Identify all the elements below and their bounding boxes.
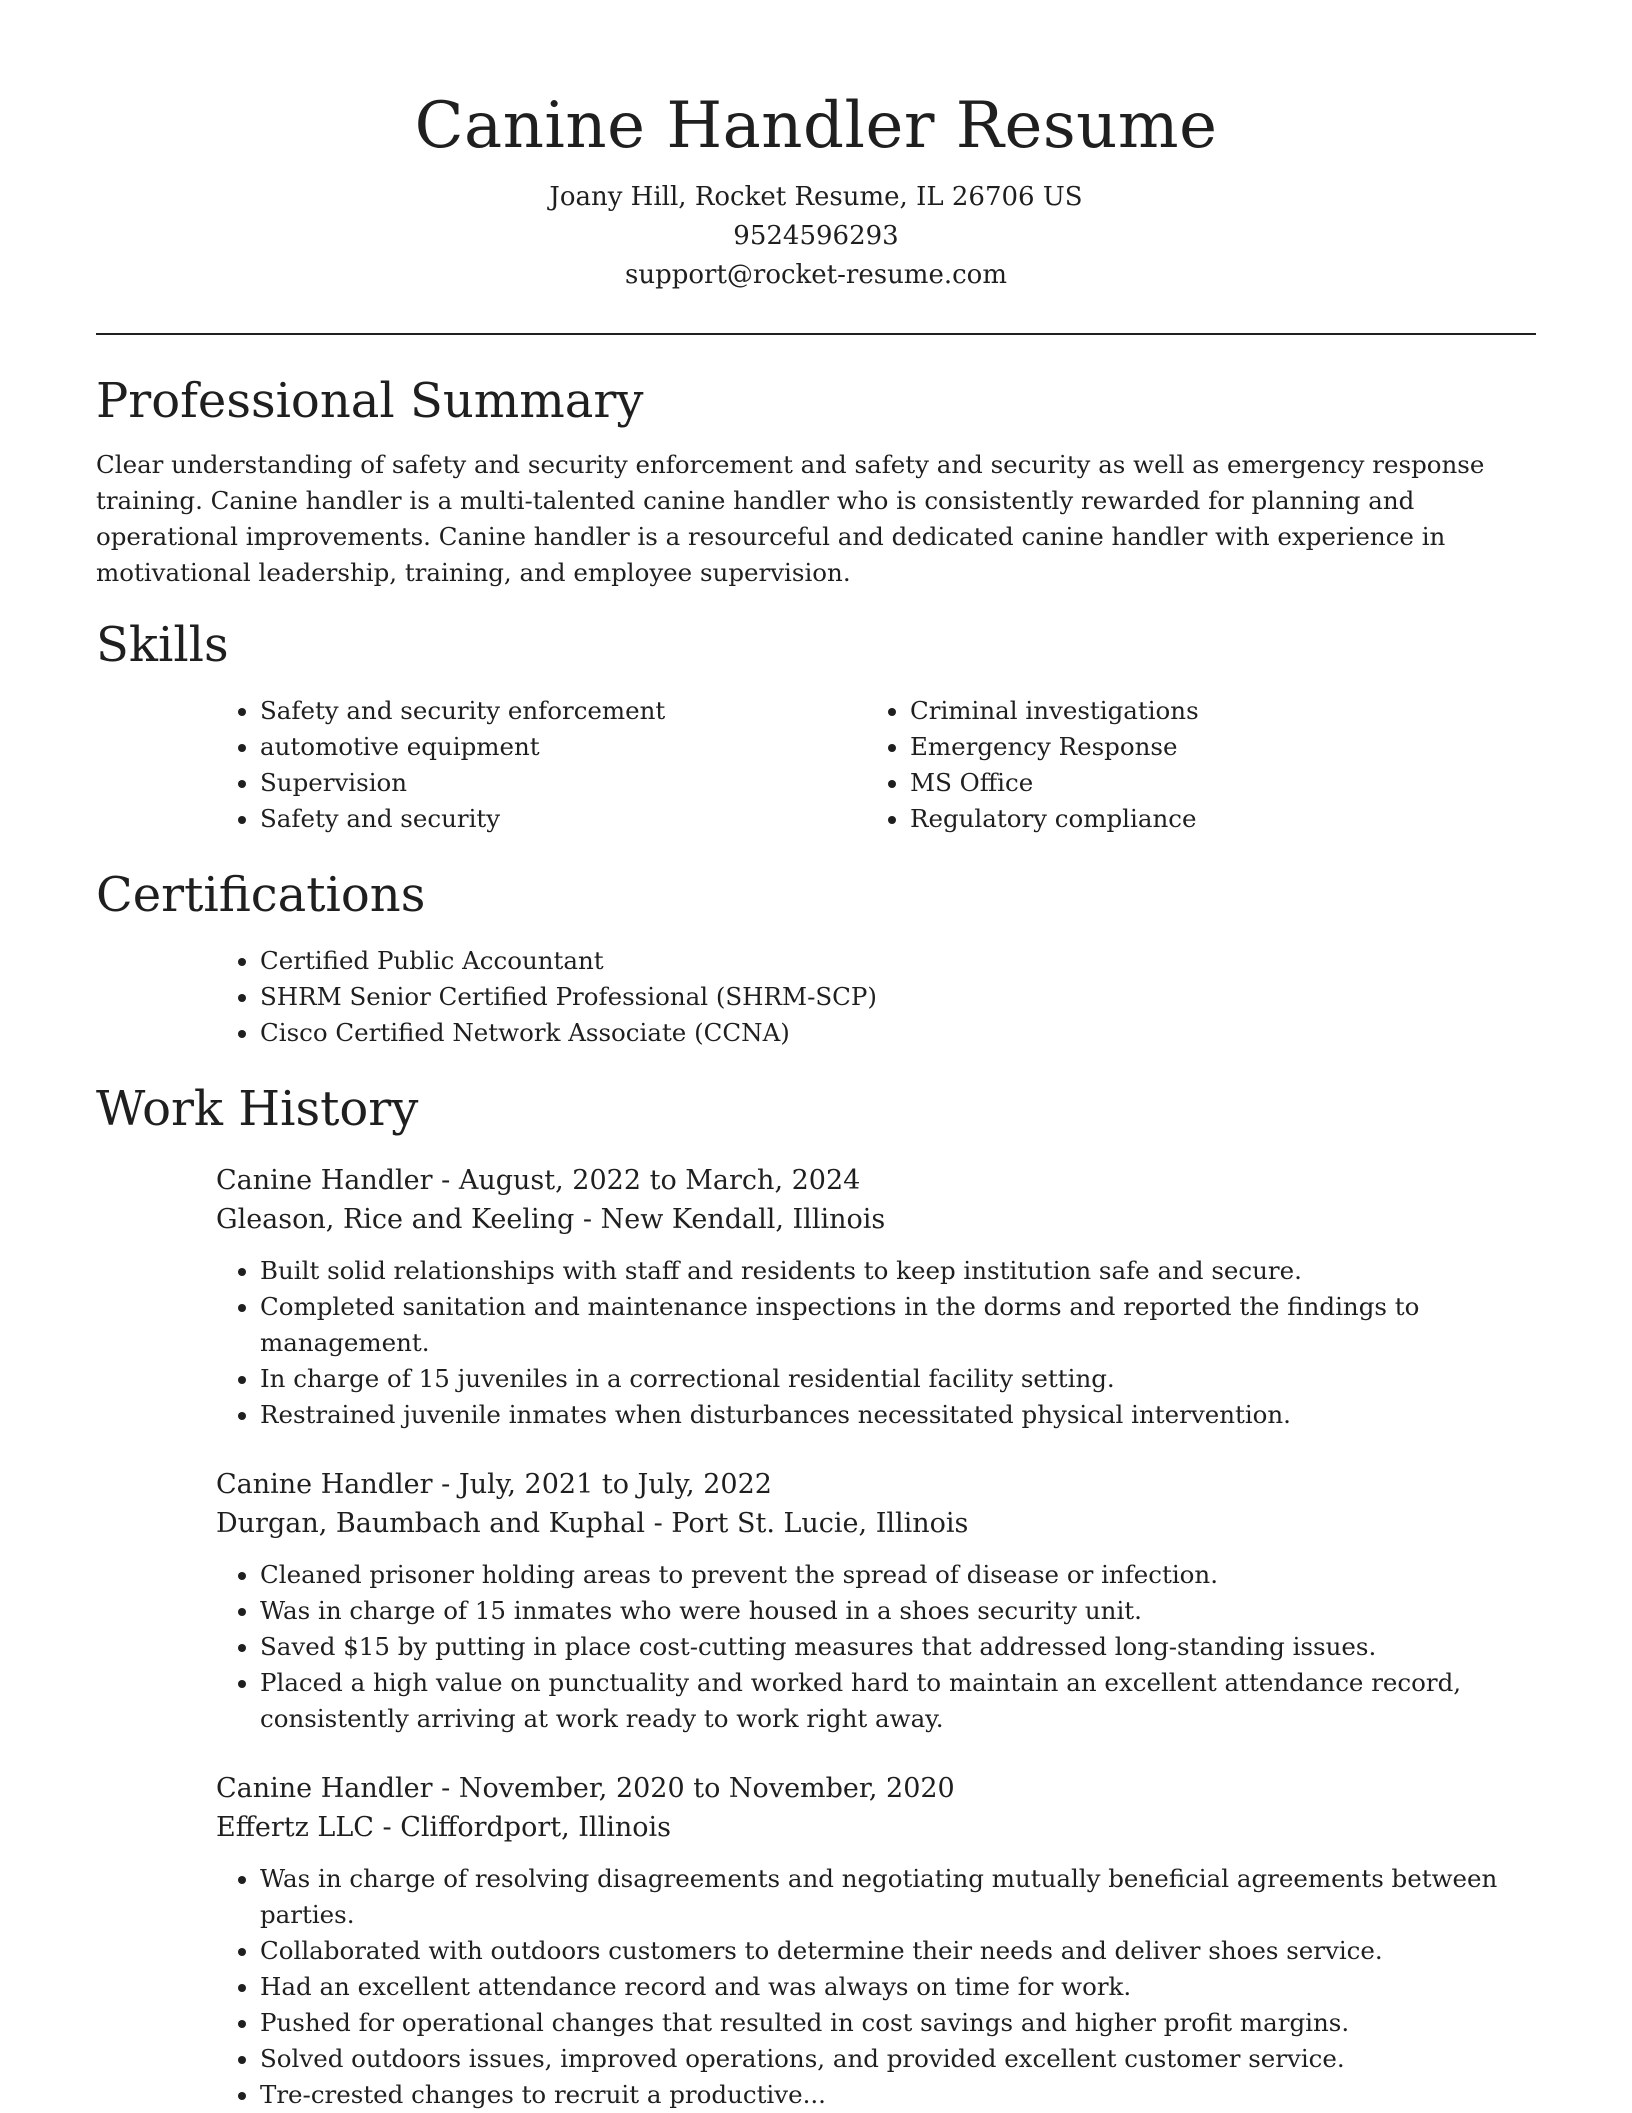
job-bullet: • Collaborated with outdoors customers to determine their needs and deliver shoes service. bbox=[260, 1933, 1536, 1969]
summary-heading: Professional Summary bbox=[96, 373, 644, 429]
job-company-line bbox=[216, 1200, 1536, 1239]
job-title-line bbox=[216, 1465, 1536, 1504]
work-history-section bbox=[96, 1079, 1536, 2113]
job-bullet: • Placed a high value on punctuality and worked hard to maintain an excellent attendance record, consistently arriving at work ready to work right away. bbox=[260, 1665, 1536, 1737]
job-bullet: • Was in charge of 15 inmates who were housed in a shoes security unit. bbox=[260, 1593, 1536, 1629]
job-bullet: • In charge of 15 juveniles in a correctional residential facility setting. bbox=[260, 1361, 1536, 1397]
skill-item: • Safety and security enforcement bbox=[260, 693, 866, 729]
job-bullets bbox=[216, 1253, 1536, 1433]
certifications-list bbox=[216, 943, 1536, 1051]
contact-email: support@rocket-resume.com bbox=[624, 260, 1007, 290]
job-company-line bbox=[216, 1504, 1536, 1543]
contact-phone: 9524596293 bbox=[733, 221, 899, 251]
job-title-line bbox=[216, 1161, 1536, 1200]
skills-column-right bbox=[866, 693, 1516, 837]
job-company-line bbox=[216, 1808, 1536, 1847]
job-dates: - July, 2021 to July, 2022 bbox=[432, 1469, 772, 1500]
certifications-heading: Certifications bbox=[96, 867, 426, 923]
certification-item: • SHRM Senior Certified Professional (SHRM-SCP) bbox=[260, 979, 1536, 1015]
job-title: Canine Handler bbox=[216, 1165, 433, 1196]
job-bullets bbox=[216, 1557, 1536, 1737]
header-divider bbox=[96, 333, 1536, 335]
job-bullet: • Pushed for operational changes that resulted in cost savings and higher profit margins. bbox=[260, 2005, 1536, 2041]
job-bullets bbox=[216, 1861, 1536, 2113]
skill-item: • MS Office bbox=[910, 765, 1516, 801]
job-title: Canine Handler bbox=[216, 1469, 433, 1500]
job-dates: - August, 2022 to March, 2024 bbox=[432, 1165, 861, 1196]
certification-item: • Certified Public Accountant bbox=[260, 943, 1536, 979]
certifications-section bbox=[96, 865, 1536, 1051]
skill-item: • Emergency Response bbox=[910, 729, 1516, 765]
job-company: Effertz LLC bbox=[216, 1812, 374, 1843]
contact-address: Joany Hill, Rocket Resume, IL 26706 US bbox=[549, 182, 1083, 212]
job-title: Canine Handler bbox=[216, 1773, 433, 1804]
job-entry bbox=[216, 1465, 1536, 1737]
skill-item: • Regulatory compliance bbox=[910, 801, 1516, 837]
job-bullet: • Was in charge of resolving disagreements and negotiating mutually beneficial agreements between parties. bbox=[260, 1861, 1536, 1933]
job-bullet: • Restrained juvenile inmates when disturbances necessitated physical intervention. bbox=[260, 1397, 1536, 1433]
skill-item: • Safety and security bbox=[260, 801, 866, 837]
job-entry bbox=[216, 1161, 1536, 1433]
job-location: - Cliffordport, Illinois bbox=[373, 1812, 671, 1843]
job-bullet: • Tre-crested changes to recruit a productive... bbox=[260, 2077, 1536, 2113]
resume-page bbox=[96, 0, 1536, 2113]
skill-item: • automotive equipment bbox=[260, 729, 866, 765]
job-bullet: • Saved $15 by putting in place cost-cutting measures that addressed long-standing issues. bbox=[260, 1629, 1536, 1665]
summary-section bbox=[96, 371, 1536, 591]
job-title-line bbox=[216, 1769, 1536, 1808]
job-bullet: • Built solid relationships with staff and residents to keep institution safe and secure. bbox=[260, 1253, 1536, 1289]
job-bullet: • Had an excellent attendance record and was always on time for work. bbox=[260, 1969, 1536, 2005]
job-bullet: • Cleaned prisoner holding areas to prevent the spread of disease or infection. bbox=[260, 1557, 1536, 1593]
job-bullet: • Completed sanitation and maintenance inspections in the dorms and reported the findings to management. bbox=[260, 1289, 1536, 1361]
skills-heading: Skills bbox=[96, 617, 229, 673]
contact-block bbox=[96, 178, 1536, 295]
skills-column-left bbox=[216, 693, 866, 837]
summary-text: Clear understanding of safety and security enforcement and safety and security as well as emergency response training. Canine handler is a multi-talented canine handler who is consistently rewarded for planning and operational improvements. Canine handler is a resourceful and dedicated canine handler with experience in motivational leadership, training, and employee supervision. bbox=[96, 450, 1485, 587]
skill-item: • Criminal investigations bbox=[910, 693, 1516, 729]
skills-list bbox=[216, 693, 1536, 837]
job-dates: - November, 2020 to November, 2020 bbox=[432, 1773, 955, 1804]
job-company: Durgan, Baumbach and Kuphal bbox=[216, 1508, 646, 1539]
job-company: Gleason, Rice and Keeling bbox=[216, 1204, 575, 1235]
job-bullet: • Solved outdoors issues, improved operations, and provided excellent customer service. bbox=[260, 2041, 1536, 2077]
skill-item: • Supervision bbox=[260, 765, 866, 801]
resume-header bbox=[96, 0, 1536, 295]
job-entry bbox=[216, 1769, 1536, 2113]
job-location: - New Kendall, Illinois bbox=[574, 1204, 886, 1235]
resume-title: Canine Handler Resume bbox=[414, 89, 1218, 163]
job-location: - Port St. Lucie, Illinois bbox=[645, 1508, 969, 1539]
work-history-heading: Work History bbox=[96, 1081, 419, 1137]
skills-section bbox=[96, 615, 1536, 837]
certification-item: • Cisco Certified Network Associate (CCNA) bbox=[260, 1015, 1536, 1051]
